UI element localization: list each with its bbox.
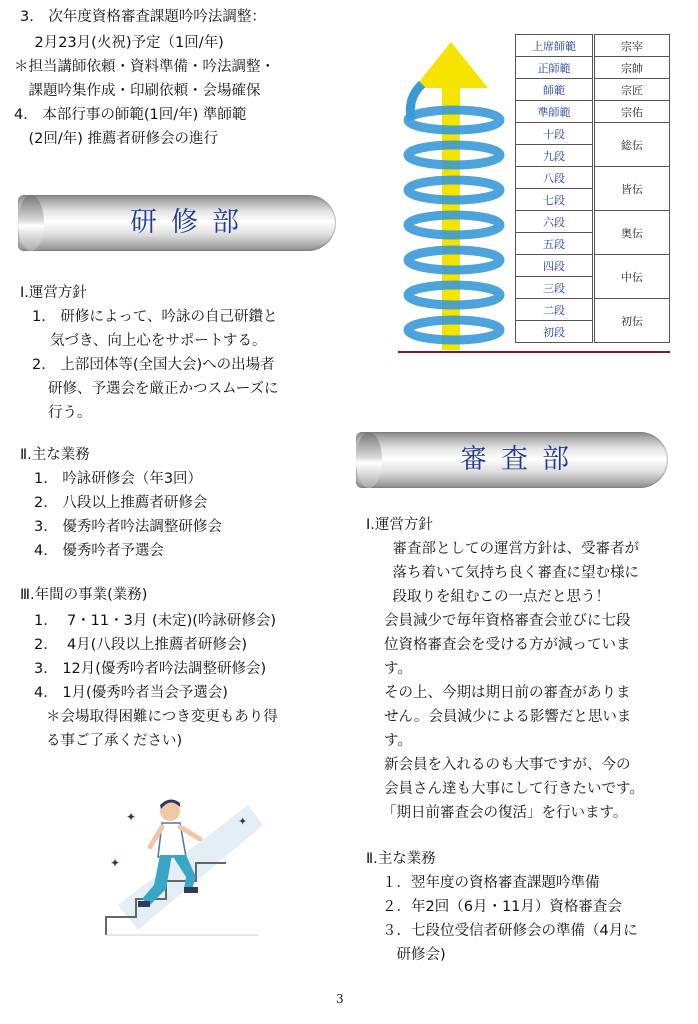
grade-cell: 奥伝 bbox=[594, 211, 670, 255]
rank-cell: 五段 bbox=[516, 233, 594, 255]
kenshu-policy-heading: Ⅰ.運営方針 bbox=[20, 285, 87, 301]
rank-cell: 上席師範 bbox=[516, 35, 594, 57]
shinsa-title: 審査部 bbox=[460, 444, 583, 475]
spiral-arrow-illustration bbox=[398, 40, 508, 355]
shinsa-duty: 研修会) bbox=[382, 947, 446, 963]
kenshu-duties-heading: Ⅱ.主な業務 bbox=[20, 447, 90, 463]
grade-cell: 宗帥 bbox=[594, 57, 670, 79]
kenshu-annual-item: 4. 1月(優秀吟者当会予選会) bbox=[34, 685, 228, 701]
rank-cell: 三段 bbox=[516, 277, 594, 299]
kenshu-annual-heading: Ⅲ.年間の事業(業務) bbox=[20, 587, 148, 603]
top-list-line: (2回/年) 推薦者研修会の進行 bbox=[14, 131, 219, 147]
page-number: 3 bbox=[336, 992, 344, 1006]
shinsa-body-line: 落ち着いて気持ち良く審査に望む様に bbox=[378, 565, 639, 581]
rank-cell: 準師範 bbox=[516, 101, 594, 123]
shinsa-body-line: す。 bbox=[384, 733, 412, 749]
kenshu-duty: 3. 優秀吟者吟法調整研修会 bbox=[34, 519, 222, 535]
stair-climber-illustration bbox=[88, 785, 268, 945]
top-list-line: 2月23月(火祝)予定（1回/年) bbox=[20, 35, 224, 51]
shinsa-body-line: 段取りを組むこの一点だと思う！ bbox=[378, 589, 610, 605]
grade-cell: 初伝 bbox=[594, 299, 670, 343]
rank-cell: 九段 bbox=[516, 145, 594, 167]
rank-cell: 正師範 bbox=[516, 57, 594, 79]
grade-cell: 総伝 bbox=[594, 123, 670, 167]
spiral-base-line bbox=[398, 351, 670, 353]
rank-cell: 六段 bbox=[516, 211, 594, 233]
shinsa-body-line: 新会員を入れるのも大事ですが、今の bbox=[384, 757, 631, 773]
kenshu-policy-line: 2. 上部団体等(全国大会)への出場者 bbox=[32, 357, 275, 373]
svg-text:✦: ✦ bbox=[110, 856, 121, 870]
kenshu-banner bbox=[18, 195, 336, 251]
svg-text:✦: ✦ bbox=[238, 815, 248, 828]
top-list-line: ＊担当講師依頼・資料準備・吟法調整・ bbox=[14, 59, 275, 75]
rank-cell: 十段 bbox=[516, 123, 594, 145]
shinsa-policy-heading: Ⅰ.運営方針 bbox=[366, 517, 433, 533]
shinsa-body-line: 審査部としての運営方針は、受審者が bbox=[378, 541, 639, 557]
kenshu-title: 研修部 bbox=[130, 207, 253, 238]
shinsa-body-line: 会員減少で毎年資格審査会並びに七段 bbox=[384, 613, 631, 629]
top-list-line: 課題吟集作成・印刷依頼・会場確保 bbox=[14, 83, 261, 99]
kenshu-annual-note: ＊会場取得困難につき変更もあり得 bbox=[46, 709, 278, 725]
shinsa-duty: ２．年2回（6月・11月）資格審査会 bbox=[382, 899, 622, 915]
kenshu-annual-item: 2. 4月(八段以上推薦者研修会) bbox=[34, 637, 247, 653]
shinsa-banner bbox=[356, 432, 668, 488]
grade-cell: 宗宰 bbox=[594, 35, 670, 57]
rank-cell: 師範 bbox=[516, 79, 594, 101]
top-list-line: 4. 本部行事の師範(1回/年) 準師範 bbox=[14, 107, 247, 123]
shinsa-body-line: 会員さん達も大事にして行きたいです。 bbox=[384, 781, 644, 797]
rank-table bbox=[515, 34, 670, 343]
grade-cell: 皆伝 bbox=[594, 167, 670, 211]
rank-cell: 初段 bbox=[516, 321, 594, 343]
rank-cell: 七段 bbox=[516, 189, 594, 211]
kenshu-annual-item: 1. 7・11・3月 (未定)(吟詠研修会) bbox=[34, 613, 277, 629]
shinsa-body-line: せん。会員減少による影響だと思いま bbox=[384, 709, 632, 725]
grade-cell: 宗佑 bbox=[594, 101, 670, 123]
kenshu-annual-item: 3. 12月(優秀吟者吟法調整研修会) bbox=[34, 661, 267, 677]
shinsa-body-line: 「期日前審査会の復活」を行います。 bbox=[382, 805, 628, 821]
kenshu-policy-line: 研修、予選会を厳正かつスムーズに bbox=[48, 381, 279, 397]
grade-cell: 中伝 bbox=[594, 255, 670, 299]
kenshu-duty: 1. 吟詠研修会（年3回） bbox=[34, 471, 203, 487]
shinsa-body-line: その上、今期は期日前の審査がありま bbox=[384, 685, 631, 701]
shinsa-duty: ３．七段位受信者研修会の準備（4月に bbox=[382, 923, 638, 939]
shinsa-body-line: 位資格審査会を受ける方が減っていま bbox=[384, 637, 631, 653]
kenshu-policy-line: 気づき、向上心をサポートする。 bbox=[50, 333, 267, 349]
kenshu-policy-line: 1. 研修によって、吟詠の自己研鑽と bbox=[32, 309, 278, 325]
top-list-line: 3. 次年度資格審査課題吟吟法調整： bbox=[20, 9, 266, 25]
shinsa-duties-heading: Ⅱ.主な業務 bbox=[366, 851, 436, 867]
shinsa-duty: １．翌年度の資格審査課題吟準備 bbox=[382, 875, 600, 891]
kenshu-duty: 4. 優秀吟者予選会 bbox=[34, 543, 164, 559]
rank-cell: 二段 bbox=[516, 299, 594, 321]
svg-text:✦: ✦ bbox=[126, 810, 137, 824]
rank-cell: 八段 bbox=[516, 167, 594, 189]
kenshu-duty: 2. 八段以上推薦者研修会 bbox=[34, 495, 208, 511]
rank-cell: 四段 bbox=[516, 255, 594, 277]
shinsa-body-line: す。 bbox=[384, 661, 412, 677]
kenshu-policy-line: 行う。 bbox=[48, 405, 92, 421]
grade-cell: 宗匠 bbox=[594, 79, 670, 101]
kenshu-annual-note: る事ご了承ください) bbox=[46, 733, 183, 749]
